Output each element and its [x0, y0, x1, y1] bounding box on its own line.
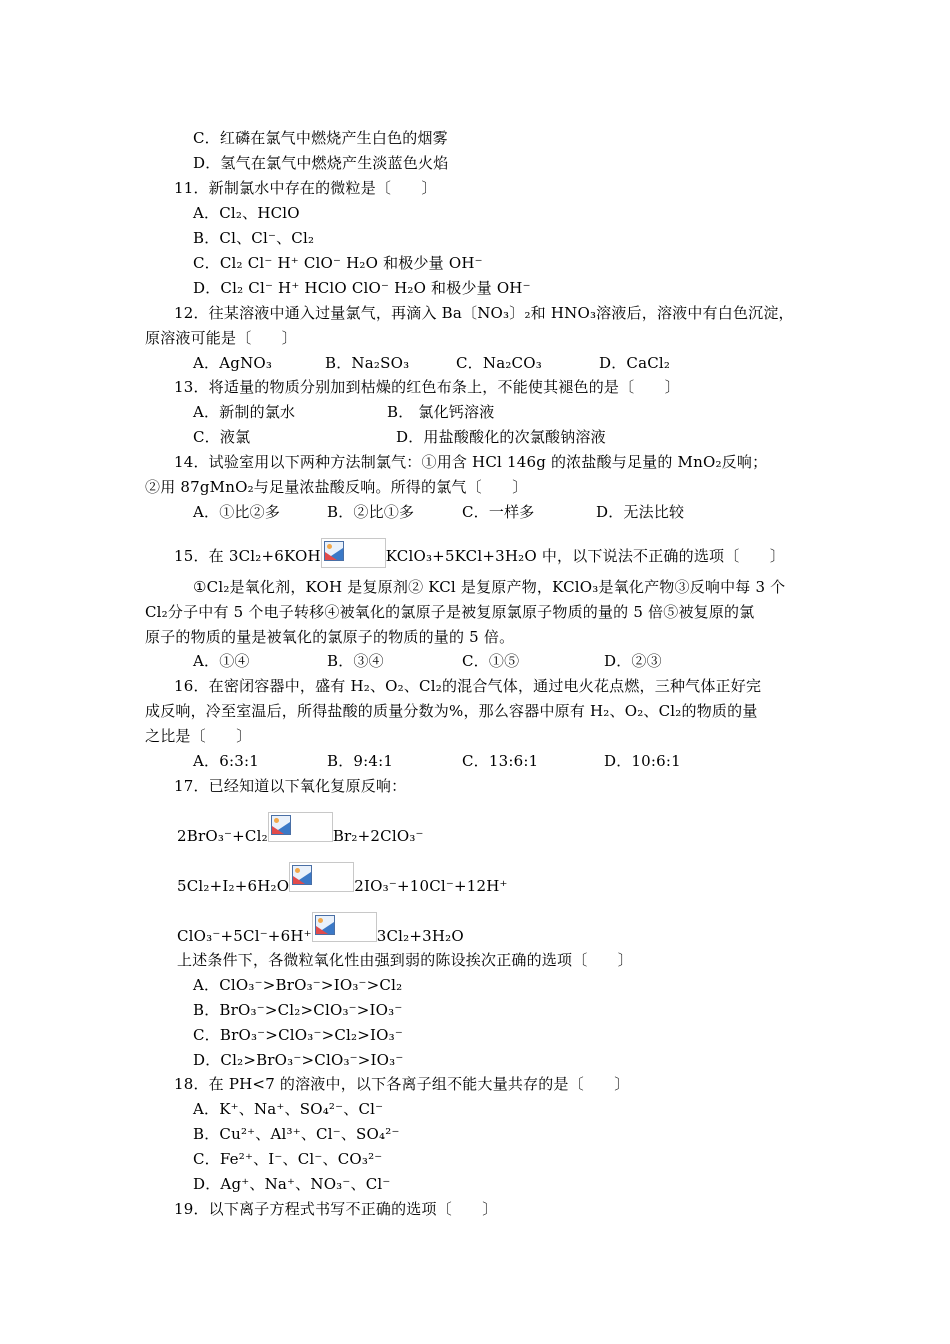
question-17-stem: 上述条件下，各微粒氧化性由强到弱的陈设挨次正确的选项〔 〕 [177, 951, 634, 969]
reaction-3 [177, 912, 464, 946]
q15-statement-1: ①Cl₂是氧化剂，KOH 是复原剂② KCl 是复原产物，KClO₃是氧化产物③反响中每 3 个 [193, 578, 786, 596]
image-placeholder-icon [315, 915, 335, 935]
reaction-1-left: 2BrO₃⁻+Cl₂ [177, 827, 268, 845]
question-14-cont: ②用 87gMnO₂与足量浓盐酸反响。所得的氯气〔 〕 [145, 478, 528, 496]
question-16: 16．在密闭容器中，盛有 H₂、O₂、Cl₂的混合气体，通过电火花点燃，三种气体正好完 [174, 677, 762, 695]
q15-equation-right: KClO₃+5KCl+3H₂O 中，以下说法不正确的选项〔 〕 [385, 547, 786, 565]
image-placeholder-icon [292, 865, 312, 885]
q11-option-c: C．Cl₂ Cl⁻ H⁺ ClO⁻ H₂O 和极少量 OH⁻ [193, 254, 483, 272]
question-16-cont2: 之比是〔 〕 [145, 727, 252, 745]
q13-option-b: B． 氯化钙溶液 [387, 403, 495, 421]
q17-option-d: D．Cl₂>BrO₃⁻>ClO₃⁻>IO₃⁻ [193, 1051, 404, 1069]
reaction-1-arrow-image [268, 812, 333, 842]
q11-option-a: A．Cl₂、HClO [193, 204, 300, 222]
q14-option-d: D．无法比较 [596, 503, 685, 521]
q17-option-c: C．BrO₃⁻>ClO₃⁻>Cl₂>IO₃⁻ [193, 1026, 403, 1044]
reaction-2-right: 2IO₃⁻+10Cl⁻+12H⁺ [354, 877, 508, 895]
q18-option-a: A．K⁺、Na⁺、SO₄²⁻、Cl⁻ [193, 1100, 384, 1118]
q11-option-d: D．Cl₂ Cl⁻ H⁺ HClO ClO⁻ H₂O 和极少量 OH⁻ [193, 279, 531, 297]
q14-option-b: B．②比①多 [327, 503, 415, 521]
q13-option-c: C．液氯 [193, 428, 251, 446]
q15-option-d: D．②③ [604, 652, 662, 670]
q18-option-c: C．Fe²⁺、I⁻、Cl⁻、CO₃²⁻ [193, 1150, 383, 1168]
question-12: 12．往某溶液中通入过量氯气，再滴入 Ba〔NO₃〕₂和 HNO₃溶液后，溶液中有白色沉淀， [174, 304, 794, 322]
question-13: 13．将适量的物质分别加到枯燥的红色布条上，不能使其褪色的是〔 〕 [174, 378, 680, 396]
q15-equation-left: 15．在 3Cl₂+6KOH [174, 547, 321, 565]
reaction-arrow-image [321, 538, 386, 568]
q18-option-d: D．Ag⁺、Na⁺、NO₃⁻、Cl⁻ [193, 1175, 391, 1193]
q17-option-b: B．BrO₃⁻>Cl₂>ClO₃⁻>IO₃⁻ [193, 1001, 403, 1019]
q17-option-a: A．ClO₃⁻>BrO₃⁻>IO₃⁻>Cl₂ [193, 976, 403, 994]
q14-option-c: C．一样多 [462, 503, 535, 521]
question-12-cont: 原溶液可能是〔 〕 [145, 329, 298, 347]
q16-option-d: D．10:6:1 [604, 752, 681, 770]
q15-option-a: A．①④ [193, 652, 250, 670]
q14-option-a: A．①比②多 [193, 503, 281, 521]
question-11: 11．新制氯水中存在的微粒是〔 〕 [174, 179, 437, 197]
q12-option-b: B．Na₂SO₃ [325, 354, 410, 372]
q15-option-b: B．③④ [327, 652, 384, 670]
q15-option-c: C．①⑤ [462, 652, 520, 670]
q11-option-b: B．Cl、Cl⁻、Cl₂ [193, 229, 315, 247]
option-d-hydrogen: D．氢气在氯气中燃烧产生淡蓝色火焰 [193, 154, 449, 172]
question-18: 18．在 PH<7 的溶液中，以下各离子组不能大量共存的是〔 〕 [174, 1075, 630, 1093]
reaction-2-left: 5Cl₂+I₂+6H₂O [177, 877, 290, 895]
reaction-3-arrow-image [312, 912, 377, 942]
q16-option-a: A．6:3:1 [193, 752, 259, 770]
question-15 [174, 538, 785, 566]
question-16-cont: 成反响，冷至室温后，所得盐酸的质量分数为%，那么容器中原有 H₂、O₂、Cl₂的物质的量 [145, 702, 758, 720]
reaction-2 [177, 862, 508, 896]
image-placeholder-icon [324, 541, 344, 561]
q16-option-c: C．13:6:1 [462, 752, 539, 770]
q12-option-a: A．AgNO₃ [193, 354, 273, 372]
reaction-3-left: ClO₃⁻+5Cl⁻+6H⁺ [177, 927, 312, 945]
q18-option-b: B．Cu²⁺、Al³⁺、Cl⁻、SO₄²⁻ [193, 1125, 400, 1143]
reaction-2-arrow-image [289, 862, 354, 892]
option-c-red-phosphorus: C．红磷在氯气中燃烧产生白色的烟雾 [193, 129, 448, 147]
question-14: 14．试验室用以下两种方法制氯气：①用含 HCl 146g 的浓盐酸与足量的 MnO₂反响； [174, 453, 768, 471]
reaction-1 [177, 812, 424, 846]
reaction-1-right: Br₂+2ClO₃⁻ [332, 827, 424, 845]
q12-option-c: C．Na₂CO₃ [456, 354, 542, 372]
reaction-3-right: 3Cl₂+3H₂O [376, 927, 464, 945]
image-placeholder-icon [271, 815, 291, 835]
question-19: 19．以下离子方程式书写不正确的选项〔 〕 [174, 1200, 498, 1218]
q15-statement-2: Cl₂分子中有 5 个电子转移④被氧化的氯原子是被复原氯原子物质的量的 5 倍⑤被复原的氯 [145, 603, 755, 621]
q16-option-b: B．9:4:1 [327, 752, 394, 770]
question-17: 17．已经知道以下氧化复原反响： [174, 777, 407, 795]
q13-option-d: D．用盐酸酸化的次氯酸钠溶液 [396, 428, 606, 446]
q12-option-d: D．CaCl₂ [599, 354, 671, 372]
q13-option-a: A．新制的氯水 [193, 403, 296, 421]
q15-statement-3: 原子的物质的量是被氧化的氯原子的物质的量的 5 倍。 [145, 628, 515, 646]
